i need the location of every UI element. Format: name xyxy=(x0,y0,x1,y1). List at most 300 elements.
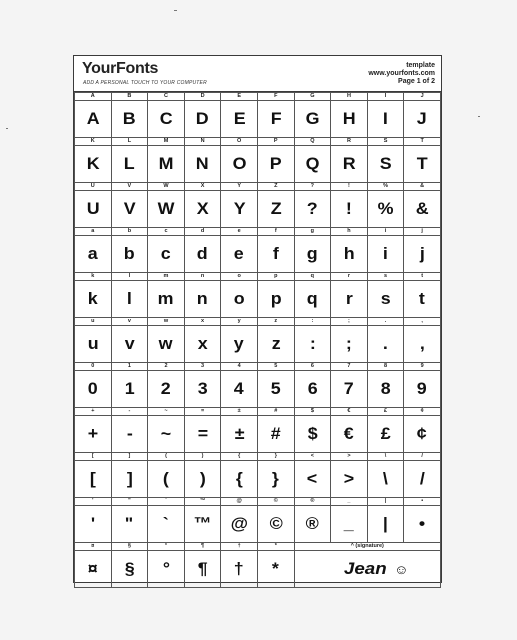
glyph-cell xyxy=(257,461,294,498)
handwritten-glyph: B xyxy=(122,109,136,128)
character-label: . xyxy=(367,318,404,326)
glyph-cell xyxy=(331,191,368,228)
glyph-cell xyxy=(331,101,368,138)
template-label: template xyxy=(406,62,435,69)
handwritten-glyph: h xyxy=(343,244,355,263)
signature-cell xyxy=(294,551,440,588)
handwritten-signature: Jean xyxy=(344,559,387,578)
glyph-cell xyxy=(221,101,258,138)
glyph-cell xyxy=(257,236,294,273)
character-label: f xyxy=(257,228,294,236)
handwritten-glyph: [ xyxy=(89,469,96,488)
handwritten-glyph: , xyxy=(419,334,425,353)
handwritten-glyph: z xyxy=(271,334,281,353)
handwritten-glyph: @ xyxy=(230,514,248,533)
handwritten-glyph: $ xyxy=(307,424,318,443)
glyph-cell xyxy=(331,506,368,543)
glyph-row xyxy=(75,101,441,138)
handwritten-glyph: 8 xyxy=(380,379,391,398)
glyph-cell xyxy=(367,371,404,408)
character-label: ? xyxy=(294,183,331,191)
glyph-cell xyxy=(75,461,112,498)
handwritten-glyph: o xyxy=(233,289,245,308)
label-row xyxy=(75,183,441,191)
handwritten-glyph: m xyxy=(158,289,174,308)
font-template-sheet xyxy=(73,55,442,583)
handwritten-glyph: q xyxy=(306,289,318,308)
character-label: b xyxy=(111,228,148,236)
handwritten-glyph: ( xyxy=(162,469,169,488)
glyph-row xyxy=(75,191,441,228)
character-label: R xyxy=(331,138,368,146)
handwritten-glyph: D xyxy=(196,109,210,128)
character-label: J xyxy=(404,93,441,101)
handwritten-glyph: G xyxy=(305,109,320,128)
handwritten-glyph: \ xyxy=(383,469,389,488)
character-label: * xyxy=(257,543,294,551)
character-label: P xyxy=(257,138,294,146)
glyph-cell xyxy=(111,326,148,363)
glyph-cell xyxy=(148,281,185,318)
glyph-cell xyxy=(404,236,441,273)
glyph-cell xyxy=(257,101,294,138)
glyph-row xyxy=(75,236,441,273)
character-label: O xyxy=(221,138,258,146)
glyph-cell xyxy=(184,416,221,453)
glyph-cell xyxy=(75,191,112,228)
character-label: £ xyxy=(367,408,404,416)
label-row xyxy=(75,318,441,326)
character-label: @ xyxy=(221,498,258,506)
handwritten-glyph: 9 xyxy=(417,379,428,398)
handwritten-glyph: X xyxy=(196,199,209,218)
glyph-cell xyxy=(148,371,185,408)
label-row xyxy=(75,273,441,281)
glyph-cell xyxy=(294,506,331,543)
handwritten-glyph: † xyxy=(234,559,245,578)
handwritten-glyph: ] xyxy=(126,469,133,488)
handwritten-glyph: U xyxy=(86,199,100,218)
glyph-cell xyxy=(111,101,148,138)
handwritten-glyph: 3 xyxy=(197,379,208,398)
handwritten-glyph: I xyxy=(383,109,389,128)
glyph-row xyxy=(75,416,441,453)
character-label: % xyxy=(367,183,404,191)
character-label: U xyxy=(75,183,112,191)
character-label: ® xyxy=(294,498,331,506)
glyph-cell xyxy=(404,146,441,183)
character-label: 1 xyxy=(111,363,148,371)
character-label: : xyxy=(294,318,331,326)
handwritten-glyph: ' xyxy=(90,514,95,533)
glyph-row xyxy=(75,461,441,498)
character-label: 7 xyxy=(331,363,368,371)
character-label: e xyxy=(221,228,258,236)
handwritten-glyph: ` xyxy=(162,514,169,533)
glyph-cell xyxy=(404,281,441,318)
character-label: p xyxy=(257,273,294,281)
handwritten-glyph: ¶ xyxy=(197,559,208,578)
signature-wrap xyxy=(326,559,408,579)
glyph-cell xyxy=(75,326,112,363)
glyph-cell xyxy=(148,326,185,363)
glyph-cell xyxy=(294,326,331,363)
glyph-cell xyxy=(404,326,441,363)
character-label: , xyxy=(404,318,441,326)
glyph-cell xyxy=(184,236,221,273)
handwritten-glyph: * xyxy=(272,559,280,578)
glyph-cell xyxy=(367,416,404,453)
glyph-cell xyxy=(111,371,148,408)
handwritten-glyph: { xyxy=(235,469,243,488)
character-label: 3 xyxy=(184,363,221,371)
glyph-cell xyxy=(184,146,221,183)
handwritten-glyph: H xyxy=(342,109,356,128)
glyph-cell xyxy=(221,416,258,453)
handwritten-glyph: " xyxy=(125,514,134,533)
glyph-cell xyxy=(367,236,404,273)
handwritten-glyph: ® xyxy=(305,514,319,533)
character-label: s xyxy=(367,273,404,281)
character-label: | xyxy=(367,498,404,506)
character-label: F xyxy=(257,93,294,101)
glyph-cell xyxy=(111,146,148,183)
character-label: x xyxy=(184,318,221,326)
character-label: $ xyxy=(294,408,331,416)
glyph-cell xyxy=(404,101,441,138)
character-label: 8 xyxy=(367,363,404,371)
handwritten-glyph: ~ xyxy=(160,424,172,443)
glyph-cell xyxy=(184,281,221,318)
handwritten-glyph: N xyxy=(196,154,210,173)
handwritten-glyph: s xyxy=(380,289,391,308)
glyph-cell xyxy=(367,191,404,228)
handwritten-glyph: g xyxy=(306,244,318,263)
character-label: ) xyxy=(184,453,221,461)
handwritten-glyph: F xyxy=(270,109,282,128)
character-label: 2 xyxy=(148,363,185,371)
character-label: y xyxy=(221,318,258,326)
glyph-cell xyxy=(257,371,294,408)
handwritten-glyph: E xyxy=(233,109,246,128)
character-label: " xyxy=(111,498,148,506)
glyph-cell xyxy=(294,146,331,183)
handwritten-glyph: ) xyxy=(199,469,206,488)
brand-tagline: ADD A PERSONAL TOUCH TO YOUR COMPUTER xyxy=(83,80,207,86)
brand-logo: YourFonts xyxy=(82,60,159,77)
handwritten-glyph: P xyxy=(269,154,282,173)
character-label: ! xyxy=(331,183,368,191)
glyph-cell xyxy=(331,326,368,363)
handwritten-glyph: K xyxy=(86,154,100,173)
glyph-cell xyxy=(75,416,112,453)
character-label: h xyxy=(331,228,368,236)
character-label: N xyxy=(184,138,221,146)
handwritten-glyph: • xyxy=(419,514,426,533)
character-label: Y xyxy=(221,183,258,191)
character-label: v xyxy=(111,318,148,326)
glyph-cell xyxy=(148,236,185,273)
glyph-cell xyxy=(367,461,404,498)
character-label: ¶ xyxy=(184,543,221,551)
glyph-cell xyxy=(404,416,441,453)
handwritten-glyph: 6 xyxy=(307,379,318,398)
glyph-cell xyxy=(148,146,185,183)
glyph-cell xyxy=(367,281,404,318)
character-label: G xyxy=(294,93,331,101)
handwritten-glyph: € xyxy=(343,424,354,443)
character-label: S xyxy=(367,138,404,146)
glyph-cell xyxy=(148,101,185,138)
glyph-cell xyxy=(221,146,258,183)
scan-speck xyxy=(174,10,177,11)
character-label: q xyxy=(294,273,331,281)
handwritten-glyph: £ xyxy=(380,424,391,443)
glyph-cell xyxy=(148,551,185,588)
character-label: k xyxy=(75,273,112,281)
glyph-cell xyxy=(294,461,331,498)
signature-label: ^ (signature) xyxy=(294,543,440,551)
glyph-cell xyxy=(294,416,331,453)
handwritten-glyph: % xyxy=(377,199,394,218)
character-label: ( xyxy=(148,453,185,461)
handwritten-glyph: ™ xyxy=(193,514,212,533)
glyph-cell xyxy=(111,191,148,228)
character-label: & xyxy=(404,183,441,191)
character-label: } xyxy=(257,453,294,461)
handwritten-glyph: w xyxy=(159,334,173,353)
glyph-cell xyxy=(221,371,258,408)
character-label: ' xyxy=(75,498,112,506)
character-label: l xyxy=(111,273,148,281)
character-label: ¢ xyxy=(404,408,441,416)
glyph-cell xyxy=(111,461,148,498)
template-header xyxy=(74,56,441,92)
handwritten-glyph: | xyxy=(383,514,389,533)
handwritten-glyph: C xyxy=(159,109,173,128)
handwritten-glyph: : xyxy=(309,334,316,353)
character-label: { xyxy=(221,453,258,461)
handwritten-glyph: l xyxy=(126,289,132,308)
handwritten-glyph: _ xyxy=(343,514,354,533)
handwritten-glyph: V xyxy=(123,199,136,218)
label-row xyxy=(75,453,441,461)
handwritten-glyph: § xyxy=(124,559,135,578)
character-label: E xyxy=(221,93,258,101)
glyph-row xyxy=(75,281,441,318)
glyph-cell xyxy=(111,506,148,543)
handwritten-glyph: W xyxy=(157,199,175,218)
glyph-row xyxy=(75,506,441,543)
glyph-cell xyxy=(75,281,112,318)
character-label: w xyxy=(148,318,185,326)
handwritten-glyph: k xyxy=(87,289,98,308)
handwritten-glyph: M xyxy=(158,154,174,173)
handwritten-glyph: = xyxy=(197,424,208,443)
handwritten-glyph: i xyxy=(383,244,389,263)
glyph-cell xyxy=(257,416,294,453)
character-label: i xyxy=(367,228,404,236)
character-label: ~ xyxy=(148,408,185,416)
glyph-cell xyxy=(331,371,368,408)
character-label: o xyxy=(221,273,258,281)
handwritten-glyph: Y xyxy=(233,199,246,218)
handwritten-glyph: b xyxy=(123,244,135,263)
label-row xyxy=(75,93,441,101)
handwritten-glyph: ; xyxy=(345,334,352,353)
glyph-cell xyxy=(184,191,221,228)
glyph-cell xyxy=(184,551,221,588)
character-label: j xyxy=(404,228,441,236)
handwritten-glyph: L xyxy=(123,154,135,173)
handwritten-glyph: J xyxy=(417,109,428,128)
handwritten-glyph: v xyxy=(124,334,135,353)
handwritten-glyph: Q xyxy=(305,154,320,173)
glyph-cell xyxy=(75,551,112,588)
character-label: u xyxy=(75,318,112,326)
character-label: n xyxy=(184,273,221,281)
glyph-cell xyxy=(331,236,368,273)
glyph-cell xyxy=(221,506,258,543)
handwritten-glyph: c xyxy=(161,244,171,263)
glyph-cell xyxy=(111,416,148,453)
character-label: V xyxy=(111,183,148,191)
handwritten-glyph: R xyxy=(342,154,356,173)
handwritten-glyph: ° xyxy=(162,559,170,578)
handwritten-glyph: 4 xyxy=(234,379,245,398)
glyph-cell xyxy=(331,146,368,183)
character-label: ° xyxy=(148,543,185,551)
character-label: • xyxy=(404,498,441,506)
glyph-row xyxy=(75,146,441,183)
glyph-cell xyxy=(148,506,185,543)
handwritten-glyph: u xyxy=(87,334,99,353)
handwritten-glyph: S xyxy=(379,154,392,173)
handwritten-glyph: p xyxy=(270,289,282,308)
handwritten-glyph: . xyxy=(383,334,389,353)
character-label: H xyxy=(331,93,368,101)
character-label: r xyxy=(331,273,368,281)
handwritten-glyph: > xyxy=(343,469,355,488)
handwritten-glyph: ± xyxy=(234,424,245,443)
handwritten-glyph: < xyxy=(307,469,318,488)
handwritten-glyph: ? xyxy=(306,199,318,218)
handwritten-glyph: + xyxy=(87,424,99,443)
glyph-cell xyxy=(111,551,148,588)
glyph-cell xyxy=(294,101,331,138)
glyph-cell xyxy=(404,371,441,408)
character-label: / xyxy=(404,453,441,461)
character-label: L xyxy=(111,138,148,146)
glyph-cell xyxy=(367,101,404,138)
glyph-cell xyxy=(331,416,368,453)
character-label: ± xyxy=(221,408,258,416)
scan-speck xyxy=(6,128,8,129)
character-label: ™ xyxy=(184,498,221,506)
glyph-cell xyxy=(184,326,221,363)
handwritten-glyph: & xyxy=(415,199,429,218)
handwritten-glyph: n xyxy=(197,289,209,308)
character-label: # xyxy=(257,408,294,416)
glyph-cell xyxy=(294,371,331,408)
glyph-cell xyxy=(184,461,221,498)
character-label: c xyxy=(148,228,185,236)
handwritten-glyph: © xyxy=(269,514,283,533)
handwritten-glyph: - xyxy=(126,424,133,443)
character-label: M xyxy=(148,138,185,146)
character-label: d xyxy=(184,228,221,236)
scan-speck xyxy=(478,116,480,117)
glyph-cell xyxy=(294,281,331,318)
character-label: T xyxy=(404,138,441,146)
label-row xyxy=(75,498,441,506)
glyph-cell xyxy=(404,461,441,498)
handwritten-glyph: Z xyxy=(270,199,282,218)
glyph-cell xyxy=(331,281,368,318)
character-label: 5 xyxy=(257,363,294,371)
glyph-cell xyxy=(75,506,112,543)
glyph-cell xyxy=(331,461,368,498)
handwritten-glyph: 2 xyxy=(161,379,171,398)
character-label: z xyxy=(257,318,294,326)
glyph-cell xyxy=(75,146,112,183)
character-label: ¤ xyxy=(75,543,112,551)
handwritten-glyph: 1 xyxy=(124,379,135,398)
handwritten-glyph: e xyxy=(234,244,245,263)
character-label: 9 xyxy=(404,363,441,371)
glyph-cell xyxy=(257,146,294,183)
character-label: t xyxy=(404,273,441,281)
character-label: Z xyxy=(257,183,294,191)
glyph-row xyxy=(75,371,441,408)
handwritten-glyph: d xyxy=(197,244,209,263)
character-label: B xyxy=(111,93,148,101)
glyph-cell xyxy=(367,146,404,183)
glyph-cell xyxy=(184,101,221,138)
handwritten-glyph: O xyxy=(232,154,247,173)
glyph-row xyxy=(75,326,441,363)
handwritten-glyph: 0 xyxy=(87,379,98,398)
handwritten-glyph: f xyxy=(272,244,279,263)
character-label: Q xyxy=(294,138,331,146)
glyph-cell xyxy=(221,236,258,273)
glyph-cell xyxy=(221,191,258,228)
glyph-cell xyxy=(75,101,112,138)
glyph-row xyxy=(75,551,441,588)
character-label: = xyxy=(184,408,221,416)
handwritten-glyph: ¢ xyxy=(417,424,428,443)
handwritten-glyph: r xyxy=(345,289,353,308)
character-label: X xyxy=(184,183,221,191)
character-label: © xyxy=(257,498,294,506)
handwritten-glyph: t xyxy=(419,289,426,308)
handwritten-glyph: # xyxy=(270,424,281,443)
glyph-cell xyxy=(404,191,441,228)
handwritten-glyph: j xyxy=(419,244,425,263)
handwritten-glyph: A xyxy=(86,109,100,128)
character-label: K xyxy=(75,138,112,146)
character-label: § xyxy=(111,543,148,551)
glyph-cell xyxy=(221,461,258,498)
character-label: † xyxy=(221,543,258,551)
handwritten-glyph: T xyxy=(416,154,428,173)
glyph-cell xyxy=(257,326,294,363)
character-label: 0 xyxy=(75,363,112,371)
handwritten-glyph: x xyxy=(197,334,208,353)
glyph-cell xyxy=(221,281,258,318)
glyph-cell xyxy=(111,236,148,273)
character-label: - xyxy=(111,408,148,416)
